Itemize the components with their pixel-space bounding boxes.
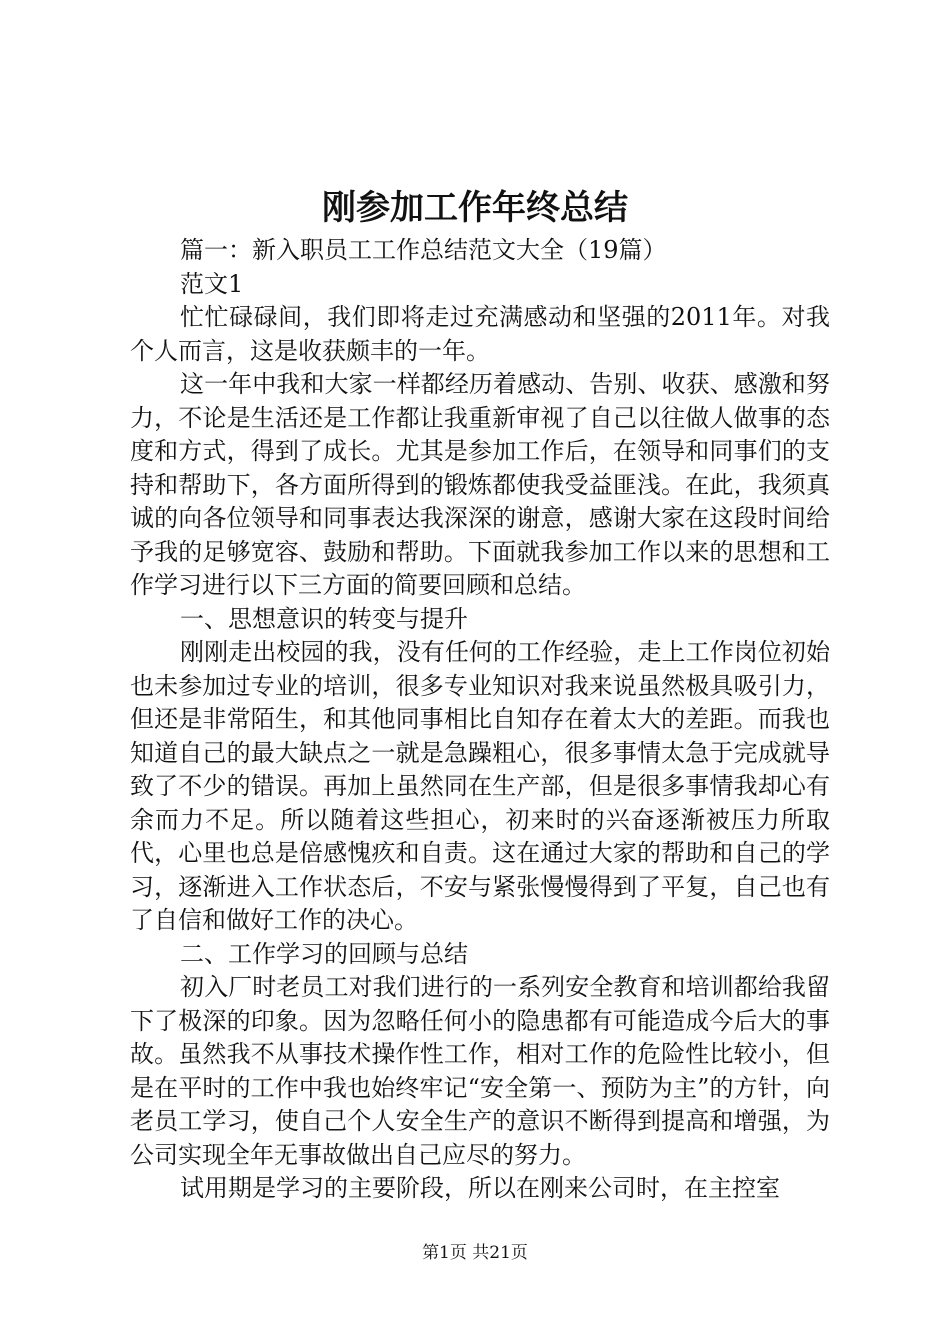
paragraph: 忙忙碌碌间，我们即将走过充满感动和坚强的2011年。对我个人而言，这是收获颇丰的一年。 [130,303,830,365]
document-title: 刚参加工作年终总结 [322,188,628,228]
section-heading: 二、工作学习的回顾与总结 [180,939,468,968]
page-footer: 第1页 共21页 [422,1243,528,1263]
paragraph: 初入厂时老员工对我们进行的一系列安全教育和培训都给我留下了极深的印象。因为忽略任何小的隐患都有可能造成今后大的事故。虽然我不从事技术操作性工作，相对工作的危险性比较小，但是在平时的工作中我也始终牢记“安全第一、预防为主”的方针，向老员工学习，使自己个人安全生产的意识不断得到提高和增强，为公司实现全年无事故做出自己应尽的努力。 [130,973,830,1169]
paragraph: 这一年中我和大家一样都经历着感动、告别、收获、感激和努力，不论是生活还是工作都让我重新审视了自己以往做人做事的态度和方式，得到了成长。尤其是参加工作后，在领导和同事们的支持和帮助下，各方面所得到的锻炼都使我受益匪浅。在此，我须真诚的向各位领导和同事表达我深深的谢意，感谢大家在这段时间给予我的足够宽容、鼓励和帮助。下面就我参加工作以来的思想和工作学习进行以下三方面的简要回顾和总结。 [130,370,830,599]
paragraph: 试用期是学习的主要阶段，所以在刚来公司时，在主控室 [180,1174,780,1202]
document-body [130,234,830,1206]
paragraph: 刚刚走出校园的我，没有任何的工作经验，走上工作岗位初始也未参加过专业的培训，很多专业知识对我来说虽然极具吸引力，但还是非常陌生，和其他同事相比自知存在着太大的差距。而我也知道自己的最大缺点之一就是急躁粗心，很多事情太急于完成就导致了不少的错误。再加上虽然同在生产部，但是很多事情我却心有余而力不足。所以随着这些担心，初来时的兴奋逐渐被压力所取代，心里也总是倍感愧疚和自责。这在通过大家的帮助和自己的学习，逐渐进入工作状态后，不安与紧张慢慢得到了平复，自己也有了自信和做好工作的决心。 [130,638,830,934]
paragraph-subheading: 范文1 [180,269,244,298]
paragraph-heading: 篇一：新入职员工工作总结范文大全（19篇） [180,236,667,264]
section-heading: 一、思想意识的转变与提升 [180,604,468,633]
